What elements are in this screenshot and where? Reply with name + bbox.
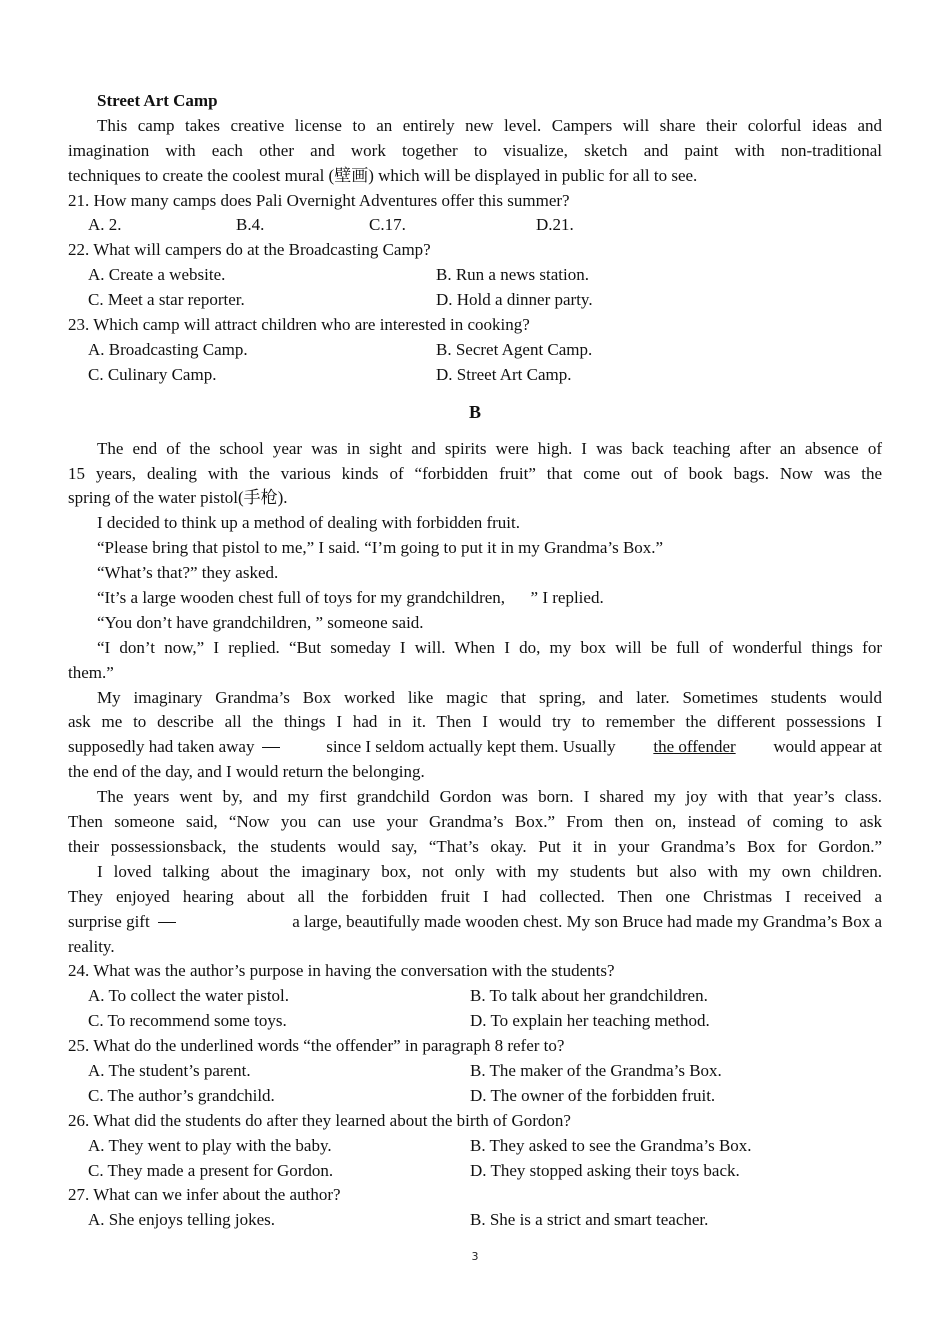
option-b: B. She is a strict and smart teacher. [470, 1210, 709, 1230]
camp-heading: Street Art Camp [97, 91, 218, 110]
question-options [68, 1084, 882, 1109]
paragraph-line: “You don’t have grandchildren, ” someone said. [97, 612, 424, 632]
option-c: C. Meet a star reporter. [88, 290, 245, 310]
question-options [68, 1134, 882, 1159]
paragraph-line: “I don’t now,” I replied. “But someday I will. When I do, my box will be full of wonderful things for [97, 637, 882, 657]
option-c: C. To recommend some toys. [88, 1011, 287, 1031]
option-a: A. 2. [88, 215, 122, 235]
question-stem: 24. What was the author’s purpose in having the conversation with the students? [68, 961, 615, 981]
option-d: D.21. [536, 215, 574, 235]
option-a: A. Broadcasting Camp. [88, 339, 248, 359]
paragraph-line: They enjoyed hearing about all the forbidden fruit I had collected. Then one Christmas I received a [68, 886, 882, 906]
option-b: B. Secret Agent Camp. [436, 339, 593, 359]
question-options [68, 1059, 882, 1084]
paragraph-line: reality. [68, 936, 115, 956]
section-title: B [468, 401, 481, 422]
document-page [68, 89, 882, 1233]
question-stem: 27. What can we infer about the author? [68, 1185, 341, 1205]
paragraph-line: the end of the day, and I would return the belonging. [68, 762, 425, 782]
option-d: D. Street Art Camp. [436, 364, 572, 384]
paragraph-line: spring of the water pistol(手枪). [68, 488, 288, 508]
page-number: 3 [471, 1250, 479, 1263]
text-fragment: since I seldom actually kept them. Usually [326, 737, 616, 757]
option-a: A. The student’s parent. [88, 1060, 251, 1080]
paragraph-line: techniques to create the coolest mural (壁画) which will be displayed in public for all to see. [68, 165, 698, 185]
paragraph-line: “What’s that?” they asked. [97, 563, 279, 583]
option-d: D. They stopped asking their toys back. [470, 1160, 740, 1180]
question-options [68, 288, 882, 313]
option-c: C. They made a present for Gordon. [88, 1160, 334, 1180]
em-dash [262, 737, 280, 748]
question-options [68, 1159, 882, 1184]
paragraph-line: This camp takes creative license to an entirely new level. Campers will share their colorful ideas and [97, 115, 882, 135]
paragraph-line: The years went by, and my first grandchild Gordon was born. I shared my joy with that year’s class. [97, 787, 882, 807]
paragraph-line: “It’s a large wooden chest full of toys for my grandchildren, ” I replied. [97, 588, 604, 608]
paragraph-line: I decided to think up a method of dealing with forbidden fruit. [97, 513, 521, 533]
option-a: A. To collect the water pistol. [88, 986, 290, 1006]
text-fragment: would appear at [773, 737, 882, 757]
option-b: B. They asked to see the Grandma’s Box. [470, 1135, 752, 1155]
text-fragment: surprise gift [68, 911, 150, 931]
option-d: D. Hold a dinner party. [436, 290, 593, 310]
em-dash [158, 912, 176, 923]
question-stem: 26. What did the students do after they learned about the birth of Gordon? [68, 1110, 571, 1130]
option-d: D. The owner of the forbidden fruit. [470, 1085, 716, 1105]
question-options [68, 213, 882, 238]
paragraph-line: 15 years, dealing with the various kinds of “forbidden fruit” that come out of book bags. Now was the [68, 463, 882, 483]
paragraph-line: their possessionsback, the students would say, “That’s okay. Put it in your Grandma’s Box for Gordon.” [68, 836, 882, 856]
question-stem: 22. What will campers do at the Broadcasting Camp? [68, 240, 431, 260]
question-options [68, 338, 882, 363]
question-options [68, 984, 882, 1009]
paragraph-line: Then someone said, “Now you can use your Grandma’s Box.” From then on, instead of coming to ask [68, 812, 882, 832]
option-a: A. They went to play with the baby. [88, 1135, 332, 1155]
paragraph-line [68, 910, 882, 935]
question-stem: 21. How many camps does Pali Overnight Adventures offer this summer? [68, 190, 570, 210]
option-c: C. Culinary Camp. [88, 364, 217, 384]
paragraph-line [68, 735, 882, 760]
option-b: B. Run a news station. [436, 265, 589, 285]
question-stem: 25. What do the underlined words “the offender” in paragraph 8 refer to? [68, 1036, 565, 1056]
option-d: D. To explain her teaching method. [470, 1011, 710, 1031]
paragraph-line: I loved talking about the imaginary box, not only with my students but also with my own children. [97, 861, 882, 881]
option-b: B. The maker of the Grandma’s Box. [470, 1060, 722, 1080]
paragraph-line: My imaginary Grandma’s Box worked like magic that spring, and later. Sometimes students would [97, 687, 882, 707]
question-stem: 23. Which camp will attract children who are interested in cooking? [68, 315, 530, 335]
question-options [68, 263, 882, 288]
question-options [68, 363, 882, 388]
text-fragment: supposedly had taken away [68, 737, 255, 757]
option-b: B.4. [236, 215, 265, 235]
paragraph-line: them.” [68, 662, 114, 682]
paragraph-line: “Please bring that pistol to me,” I said. “I’m going to put it in my Grandma’s Box.” [97, 538, 664, 558]
paragraph-line: The end of the school year was in sight and spirits were high. I was back teaching after an absence of [97, 438, 882, 458]
option-b: B. To talk about her grandchildren. [470, 986, 708, 1006]
option-c: C. The author’s grandchild. [88, 1085, 275, 1105]
option-c: C.17. [369, 215, 406, 235]
question-options [68, 1009, 882, 1034]
paragraph-line: ask me to describe all the things I had in it. Then I would try to remember the different possessions I [68, 712, 882, 732]
option-a: A. Create a website. [88, 265, 226, 285]
underlined-phrase: the offender [653, 737, 736, 757]
paragraph-line: imagination with each other and work together to visualize, sketch and paint with non-traditional [68, 140, 882, 160]
text-fragment: a large, beautifully made wooden chest. My son Bruce had made my Grandma’s Box a [292, 911, 882, 931]
question-options [68, 1208, 882, 1233]
option-a: A. She enjoys telling jokes. [88, 1210, 275, 1230]
